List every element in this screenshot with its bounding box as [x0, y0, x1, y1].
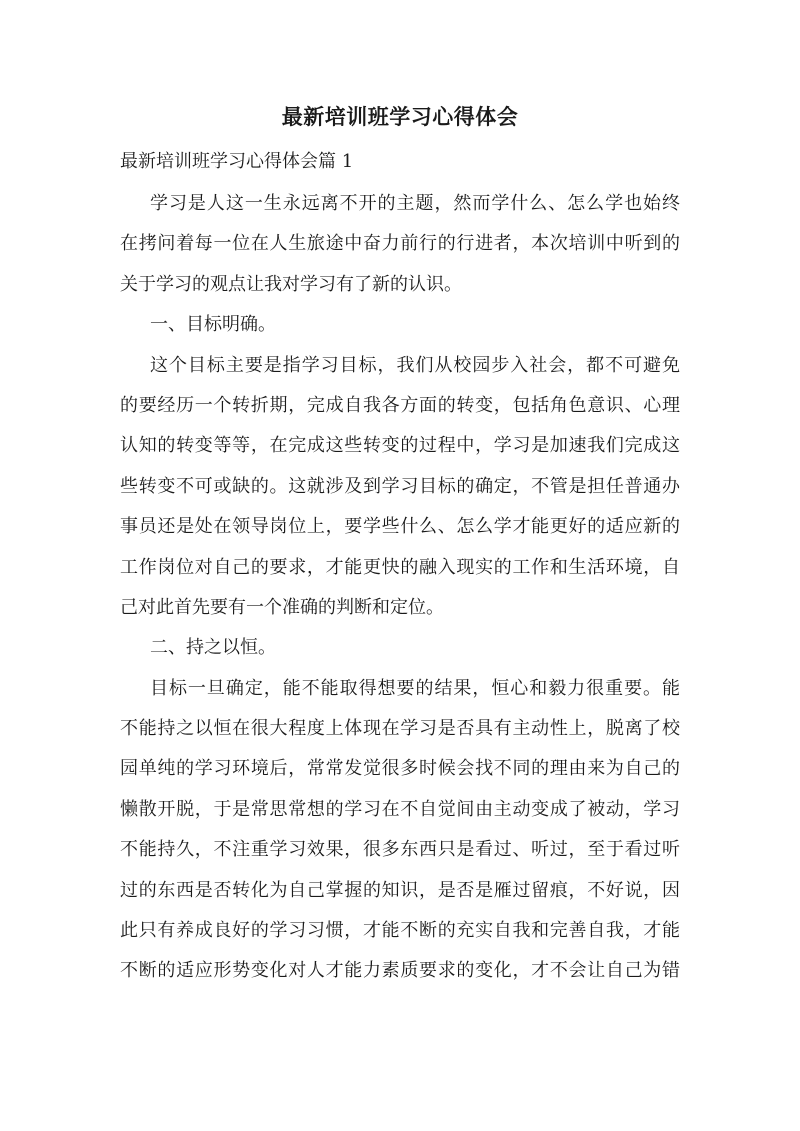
- document-title: 最新培训班学习心得体会: [281, 104, 519, 129]
- text-line: 学习是人这一生永远离不开的主题，然而学什么、怎么学也始终: [150, 193, 680, 214]
- text-line: 不能持之以恒在很大程度上体现在学习是否具有主动性上，脱离了校: [120, 718, 680, 740]
- text-line: 的要经历一个转折期，完成自我各方面的转变，包括角色意识、心理: [120, 394, 680, 416]
- text-line: 关于学习的观点让我对学习有了新的认识。: [120, 273, 462, 295]
- text-line: 此只有养成良好的学习习惯，才能不断的充实自我和完善自我，才能: [120, 920, 680, 942]
- text-line: 己对此首先要有一个准确的判断和定位。: [120, 596, 444, 618]
- text-line: 一、目标明确。: [150, 314, 276, 336]
- text-line: 懒散开脱，于是常思常想的学习在不自觉间由主动变成了被动，学习: [120, 798, 680, 820]
- text-line: 在拷问着每一位在人生旅途中奋力前行的行进者，本次培训中听到的: [120, 233, 680, 255]
- text-line: 认知的转变等等，在完成这些转变的过程中，学习是加速我们完成这: [120, 435, 680, 457]
- text-line: 事员还是处在领导岗位上，要学些什么、怎么学才能更好的适应新的: [120, 516, 680, 538]
- text-line: 工作岗位对自己的要求，才能更快的融入现实的工作和生活环境，自: [120, 556, 680, 578]
- text-line: 不断的适应形势变化对人才能力素质要求的变化，才不会让自己为错: [120, 960, 680, 982]
- text-line: 过的东西是否转化为自己掌握的知识，是否是雁过留痕，不好说，因: [120, 879, 680, 901]
- document-body: [120, 184, 680, 992]
- section-heading: 最新培训班学习心得体会篇 1: [120, 151, 354, 172]
- text-line: 这个目标主要是指学习目标，我们从校园步入社会，都不可避免: [150, 354, 680, 376]
- text-line: 二、持之以恒。: [150, 637, 276, 659]
- text-line: 些转变不可或缺的。这就涉及到学习目标的确定，不管是担任普通办: [120, 475, 680, 497]
- text-line: 目标一旦确定，能不能取得想要的结果，恒心和毅力很重要。能: [150, 677, 680, 699]
- text-line: 不能持久，不注重学习效果，很多东西只是看过、听过，至于看过听: [120, 839, 680, 861]
- text-line: 园单纯的学习环境后，常常发觉很多时候会找不同的理由来为自己的: [120, 758, 680, 780]
